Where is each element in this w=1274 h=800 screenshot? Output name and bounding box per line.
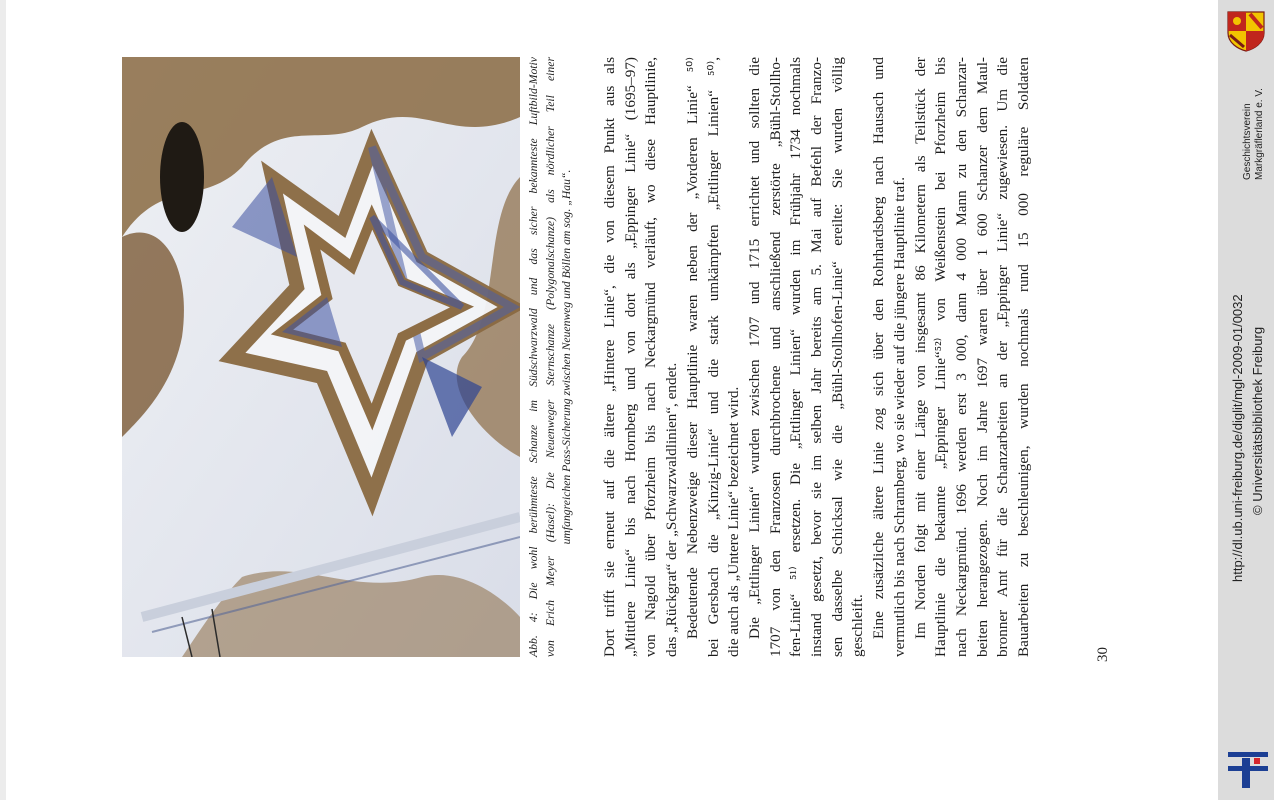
body-line: Hauptlinie die bekannte „Eppinger Linie“⁵²⁾ von Weißenstein bei Pforzheim bis (932, 57, 950, 657)
copyright-notice: © Universitätsbibliothek Freiburg (1250, 326, 1265, 515)
body-line: Die „Ettlinger Linien“ wurden zwischen 1707 und 1715 errichtet und sollten die (745, 57, 763, 639)
body-line: bronner Amt für die Schanzarbeiten an der „Eppinger Linie“ zugewiesen. Um die (994, 57, 1012, 657)
body-line: das „Rückgrat“ der „Schwarzwaldlinien“, endet. (663, 362, 681, 657)
figure-caption (526, 57, 576, 657)
body-line: 1707 von den Franzosen durchbrochene und anschließend zerstörte „Bühl-Stollho- (766, 57, 784, 657)
coat-of-arms-icon (1224, 9, 1268, 53)
body-line: die auch als „Untere Linie“ bezeichnet wird. (725, 386, 743, 657)
body-line: nach Neckargmünd. 1696 werden erst 3 000, dann 4 000 Mann zu den Schanzar- (952, 57, 970, 657)
society-name (1242, 60, 1266, 180)
body-line: sen dasselbe Schicksal wie die „Bühl-Stollhofen-Linie“ ereilte: Sie wurden völlig (828, 57, 846, 657)
body-line: Eine zusätzliche ältere Linie zog sich über den Rohrhardsberg nach Hausach und (870, 57, 888, 639)
body-line: fen-Linie“ ⁵¹⁾ ersetzen. Die „Ettlinger Linien“ wurden im Frühjahr 1734 nochmals (787, 57, 805, 657)
caption-line: von Erich Meyer (Hasel): Die Neuenweger Sternschanze (Polygonalschanze) als nördlicher Teil einer (543, 57, 557, 657)
body-line: Dort trifft sie erneut auf die ältere „Hintere Linie“, die von diesem Punkt aus als (601, 57, 618, 657)
body-line: bei Gersbach die „Kinzig-Linie“ und die stark umkämpften „Ettlinger Linien“ ⁵⁰⁾, (704, 57, 722, 657)
society-line: Markgräflerland e. V. (1254, 88, 1265, 180)
body-line: „Mittlere Linie“ bis nach Hornberg und von dort als „Eppinger Linie“ (1695–97) (621, 57, 639, 657)
body-line: beiten herangezogen. Noch im Jahre 1697 waren über 1 600 Schanzer dem Maul- (973, 57, 991, 657)
body-line: Im Norden folgt mit einer Länge von insgesamt 86 Kilometern als Teilstück der (911, 57, 929, 639)
page-number: 30 (1095, 647, 1111, 662)
aerial-photo-star-fort (122, 57, 520, 657)
body-line: von Nagold über Pforzheim bis nach Neckargmünd verläuft, wo diese Hauptlinie, (642, 57, 660, 657)
society-line: Geschichtsverein (1242, 103, 1253, 180)
body-line: geschleift. (849, 594, 867, 657)
body-text (600, 57, 1035, 657)
body-line: Bedeutende Nebenzweige dieser Hauptlinie waren neben der „Vorderen Linie“ ⁵⁰⁾ (683, 57, 701, 639)
body-line: Bauarbeiten zu beschleunigen, wurden nochmals rund 15 000 reguläre Soldaten (1015, 57, 1033, 657)
body-line: vermutlich bis nach Schramberg, wo sie wieder auf die jüngere Hauptlinie traf. (890, 176, 908, 657)
digital-library-logo-icon (1228, 748, 1268, 788)
source-url-link[interactable]: http://dl.ub.uni-freiburg.de/diglit/mgl-2009-01/0032 (1230, 294, 1245, 582)
body-line: instand gesetzt, bevor sie im selben Jahr bereits am 5. Mai auf Befehl der Franzo- (808, 57, 826, 657)
caption-line: umfangreichen Pass-Sicherung zwischen Neuenweg und Böllen am sog. „Hau“. (560, 169, 574, 545)
caption-line: Abb. 4: Die wohl berühmteste Schanze im Südschwarzwald und das sicher bekannteste Luftbild-Motiv (527, 57, 540, 657)
page-edge (0, 0, 6, 800)
